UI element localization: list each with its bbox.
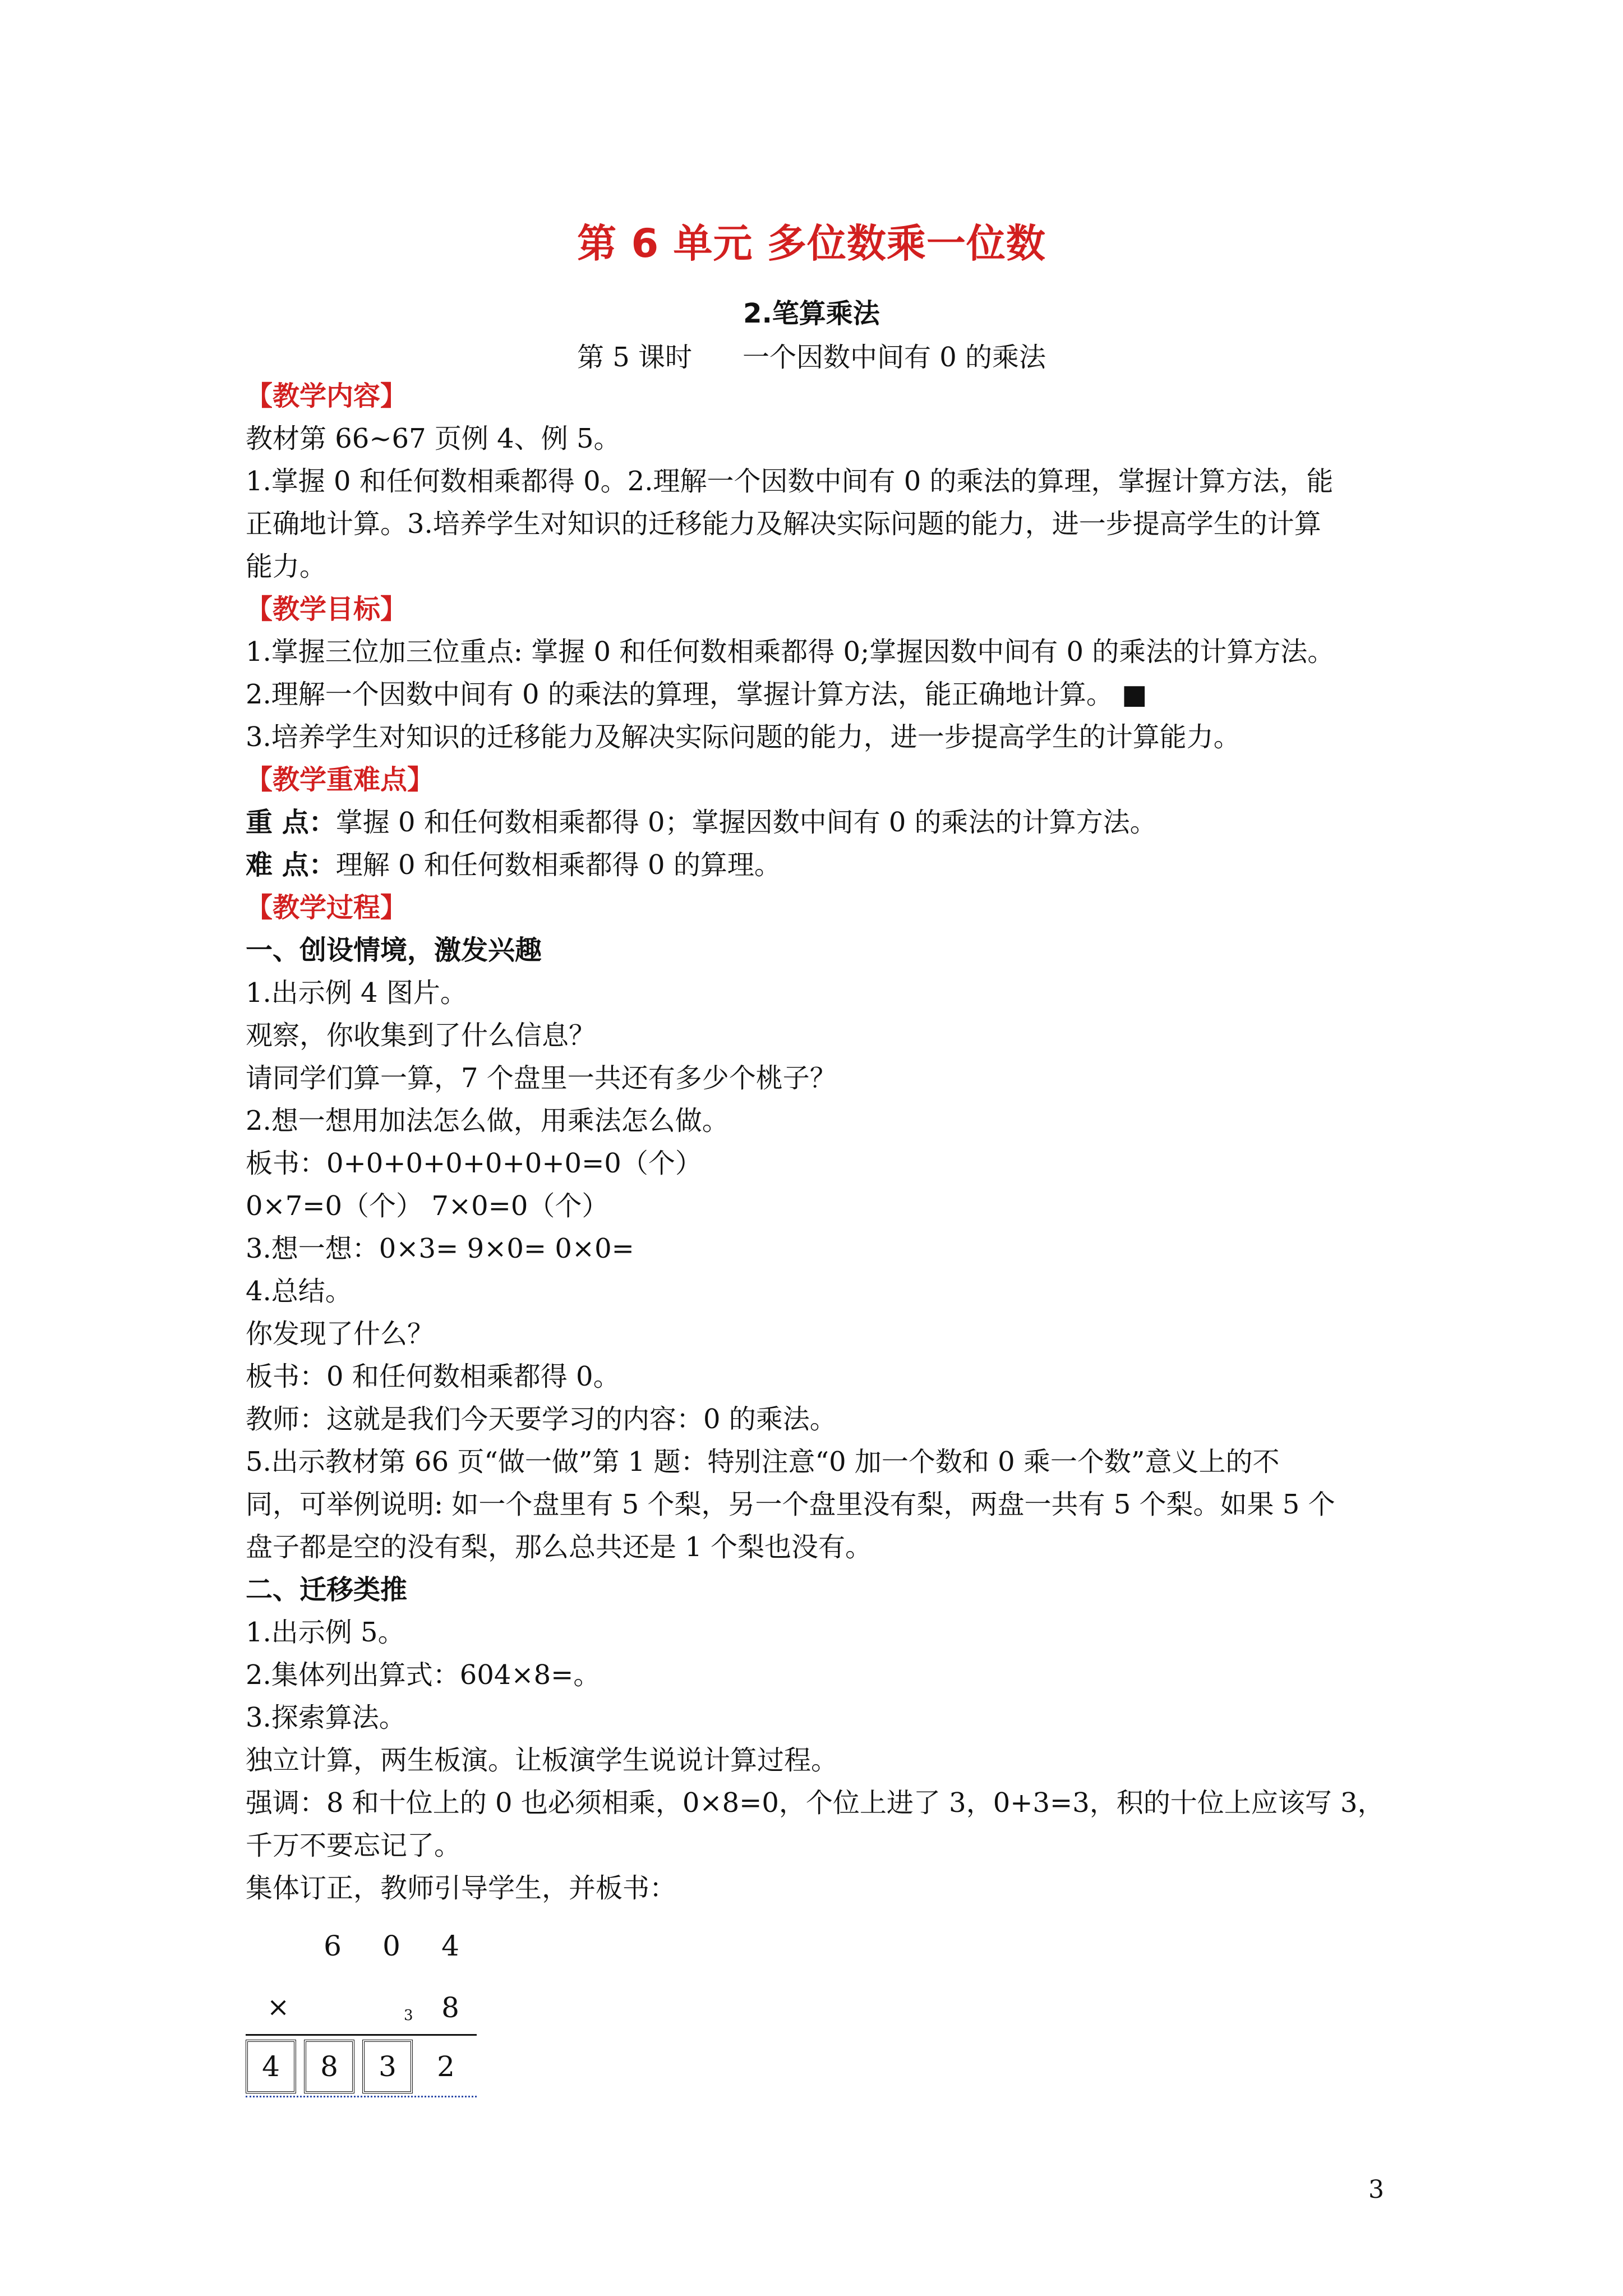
key-text: 掌握 0 和任何数相乘都得 0；掌握因数中间有 0 的乘法的计算方法。 xyxy=(335,807,1157,838)
sum-line xyxy=(246,2034,477,2036)
section-subtitle: 2.笔算乘法 xyxy=(743,298,880,329)
part1-line: 板书：0 和任何数相乘都得 0。 xyxy=(246,1361,620,1392)
goal-line: 2.理解一个因数中间有 0 的乘法的算理，掌握计算方法，能正确地计算。 ■ xyxy=(246,679,1147,710)
part1-line: 4.总结。 xyxy=(246,1276,352,1307)
dotted-underline xyxy=(246,2096,477,2097)
result-digit-box: 8 xyxy=(304,2040,354,2093)
content-line: 正确地计算。3.培养学生对知识的迁移能力及解决实际问题的能力，进一步提高学生的计算 xyxy=(246,508,1321,540)
goal-line: 1.掌握三位加三位重点: 掌握 0 和任何数相乘都得 0;掌握因数中间有 0 的乘法的计算方法。 xyxy=(246,636,1335,668)
heading-key-points: 【教学重难点】 xyxy=(246,764,435,795)
top-digit: 4 xyxy=(441,1930,459,1962)
result-digit: 2 xyxy=(437,2050,455,2083)
document-body xyxy=(246,375,1395,1910)
part1-line: 板书：0+0+0+0+0+0+0=0（个） xyxy=(246,1148,702,1179)
heading-content: 【教学内容】 xyxy=(246,380,408,412)
vertical-multiplication xyxy=(246,1930,481,2098)
part2-line: 千万不要忘记了。 xyxy=(246,1830,462,1861)
part1-line: 教师：这就是我们今天要学习的内容：0 的乘法。 xyxy=(246,1404,837,1435)
key-label: 重 点： xyxy=(246,807,336,838)
top-digit: 0 xyxy=(382,1930,400,1962)
carry-digit: 3 xyxy=(404,2007,413,2024)
heading-process: 【教学过程】 xyxy=(246,892,408,923)
lesson-title xyxy=(0,335,1623,374)
difficulty-text: 理解 0 和任何数相乘都得 0 的算理。 xyxy=(335,849,781,881)
part1-line: 请同学们算一算，7 个盘里一共还有多少个桃子？ xyxy=(246,1062,837,1094)
part1-line: 2.想一想用加法怎么做，用乘法怎么做。 xyxy=(246,1105,729,1137)
key-point-line xyxy=(246,801,1395,844)
lesson-number: 第 5 课时 xyxy=(577,342,692,373)
part1-line: 你发现了什么？ xyxy=(246,1318,435,1350)
part2-line: 1.出示例 5。 xyxy=(246,1617,405,1648)
part1-line: 盘子都是空的没有梨，那么总共还是 1 个梨也没有。 xyxy=(246,1531,873,1563)
part1-line: 同，可举例说明: 如一个盘里有 5 个梨，另一个盘里没有梨，两盘一共有 5 个梨。如果 5 个 xyxy=(246,1489,1335,1520)
result-digit-box: 3 xyxy=(362,2040,413,2093)
difficulty-label: 难 点： xyxy=(246,849,336,881)
part1-line: 观察，你收集到了什么信息？ xyxy=(246,1020,596,1051)
heading-goals: 【教学目标】 xyxy=(246,593,408,625)
part2-line: 强调：8 和十位上的 0 也必须相乘，0×8=0，个位上进了 3，0+3=3，积的十位上应该写 3， xyxy=(246,1787,1385,1819)
part2-heading: 二、迁移类推 xyxy=(246,1574,408,1605)
unit-title: 第 6 单元 多位数乘一位数 xyxy=(577,220,1046,266)
multiplier-digit: 8 xyxy=(441,1991,459,2024)
times-sign: × xyxy=(267,1991,290,2023)
part2-line: 2.集体列出算式：604×8=。 xyxy=(246,1659,601,1691)
part2-line: 3.探索算法。 xyxy=(246,1702,406,1733)
part2-line: 独立计算，两生板演。让板演学生说说计算过程。 xyxy=(246,1745,838,1776)
part1-line: 5.出示教材第 66 页“做一做”第 1 题：特别注意“0 加一个数和 0 乘一个数”意义上的不 xyxy=(246,1446,1280,1478)
difficulty-line xyxy=(246,844,1395,886)
content-line: 能力。 xyxy=(246,551,327,582)
part1-line: 1.出示例 4 图片。 xyxy=(246,977,467,1009)
part1-heading: 一、创设情境，激发兴趣 xyxy=(246,935,542,966)
content-line: 1.掌握 0 和任何数相乘都得 0。2.理解一个因数中间有 0 的乘法的算理，掌握计算方法，能 xyxy=(246,466,1334,497)
goal-line: 3.培养学生对知识的迁移能力及解决实际问题的能力，进一步提高学生的计算能力。 xyxy=(246,721,1241,753)
part1-line: 3.想一想：0×3= 9×0= 0×0= xyxy=(246,1233,634,1264)
lesson-topic: 一个因数中间有 0 的乘法 xyxy=(743,342,1046,373)
result-digit-box: 4 xyxy=(246,2040,296,2093)
top-digit: 6 xyxy=(324,1930,342,1962)
part1-line: 0×7=0（个） 7×0=0（个） xyxy=(246,1190,609,1222)
content-line: 教材第 66~67 页例 4、例 5。 xyxy=(246,423,621,454)
page-number: 3 xyxy=(1368,2175,1384,2204)
part2-line: 集体订正，教师引导学生，并板书： xyxy=(246,1872,677,1904)
